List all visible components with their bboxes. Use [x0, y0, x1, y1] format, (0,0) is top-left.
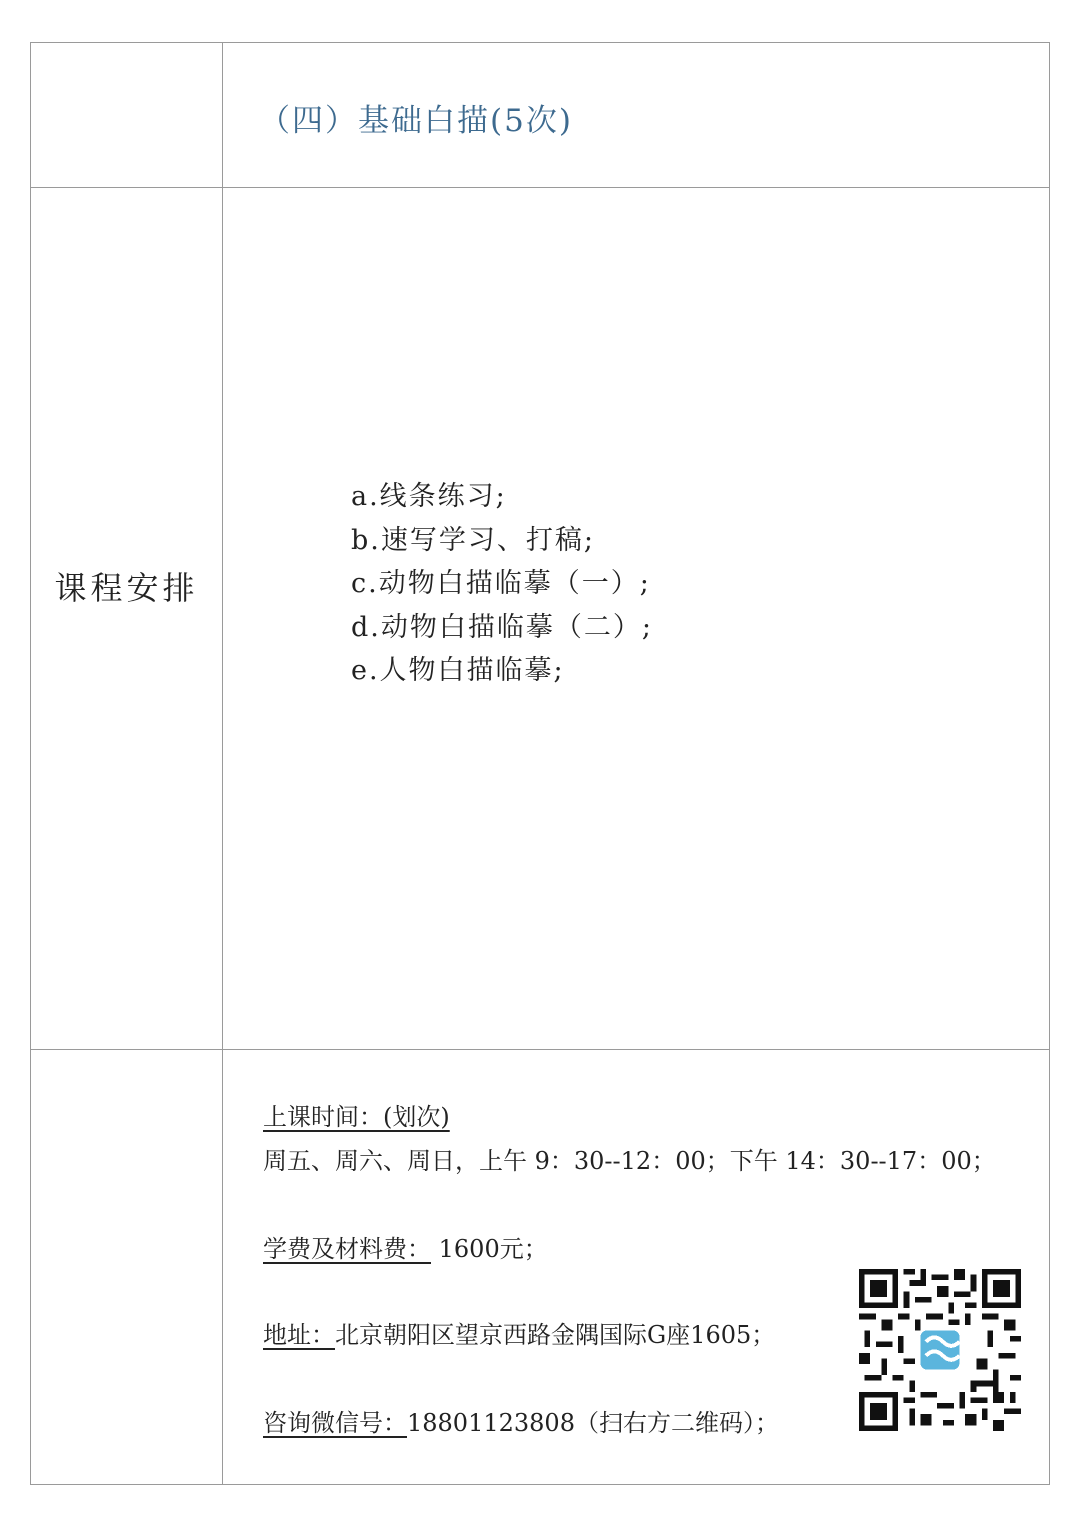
row-divider-title — [31, 187, 1049, 188]
address-label: 地址： — [263, 1321, 335, 1349]
fee-value: 1600元； — [431, 1235, 548, 1263]
qr-code-icon[interactable] — [859, 1269, 1021, 1431]
wechat-label: 咨询微信号： — [263, 1409, 407, 1437]
fee-line — [263, 1229, 548, 1264]
row-divider-info — [31, 1049, 1049, 1050]
column-divider — [222, 43, 223, 1484]
list-item: a.线条练习; — [351, 481, 507, 512]
list-item: e.人物白描临摹; — [351, 655, 565, 686]
fee-label: 学费及材料费： — [263, 1235, 431, 1263]
class-time-label-text: 上课时间：(划次) — [263, 1103, 450, 1131]
address-value: 北京朝阳区望京西路金隅国际G座1605； — [335, 1321, 776, 1349]
wechat-value: 18801123808（扫右方二维码）； — [407, 1409, 779, 1437]
class-time-value: 周五、周六、周日，上午 9：30--12：00；下午 14：30--17：00； — [263, 1147, 996, 1175]
address-line — [263, 1315, 775, 1350]
list-item: d.动物白描临摹（二）; — [351, 611, 653, 643]
course-table — [30, 42, 1050, 1485]
list-item: c.动物白描临摹（一）; — [351, 568, 651, 599]
list-item: b.速写学习、打稿; — [351, 524, 595, 556]
schedule-label: 课程安排 — [54, 569, 199, 607]
section-title: （四）基础白描(5次) — [259, 103, 573, 139]
class-time-label — [263, 1097, 450, 1132]
wechat-line — [263, 1403, 779, 1438]
course-list — [351, 475, 653, 693]
